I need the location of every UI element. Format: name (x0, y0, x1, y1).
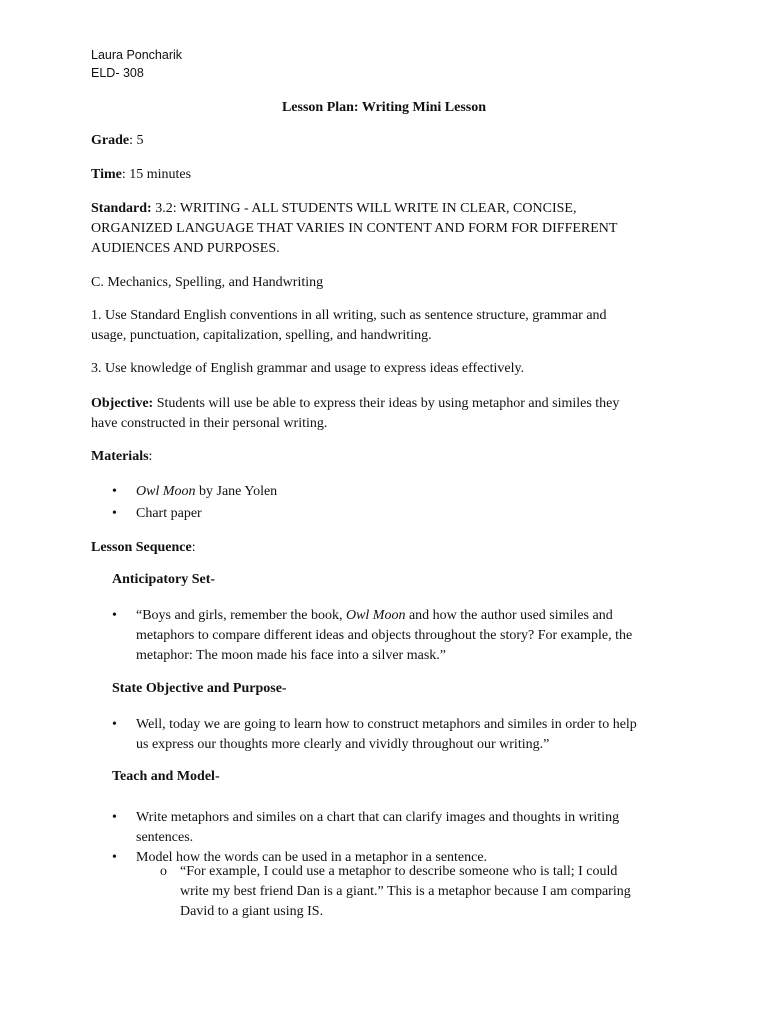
list-item: • Well, today we are going to learn how to construct metaphors and similes in order to help us express our thoughts more clearly and vividly throughout our writing.” (112, 717, 637, 752)
time-label: Time (91, 167, 122, 182)
anticipatory-list (112, 606, 682, 666)
objective-label: Objective: (91, 396, 154, 411)
standard-line-2: ORGANIZED LANGUAGE THAT VARIES IN CONTENT AND FORM FOR DIFFERENT (91, 221, 618, 236)
course-code: ELD- 308 (91, 66, 144, 80)
materials-list (112, 482, 682, 524)
author-name: Laura Poncharik (91, 48, 183, 62)
objective-line-2: have constructed in their personal writing. (91, 416, 328, 431)
objective-line-1 (91, 394, 671, 414)
state-objective-heading: State Objective and Purpose- (112, 681, 287, 696)
standard-section (91, 199, 671, 259)
mechanics-line: C. Mechanics, Spelling, and Handwriting (91, 275, 324, 290)
point-1 (91, 306, 671, 346)
list-item: • Model how the words can be used in a metaphor in a sentence. (112, 848, 682, 868)
page-title: Lesson Plan: Writing Mini Lesson (281, 100, 487, 115)
list-item: • Owl Moon by Jane Yolen (112, 482, 682, 502)
circle-bullet-icon: o (160, 864, 167, 879)
materials-label: Materials (91, 449, 149, 464)
materials-heading: Materials: (91, 449, 153, 464)
list-item: • “Boys and girls, remember the book, Owl Moon and how the author used similes and metaphors to compare different ideas and objects throughout the story? For example, the metaphor: The moon made his face into a silver mask.” (112, 608, 633, 663)
bullet-icon: • (112, 850, 117, 865)
time-line (91, 165, 671, 185)
bullet-icon: • (112, 810, 117, 825)
anticipatory-set-heading: Anticipatory Set- (112, 572, 216, 587)
time-value: : 15 minutes (121, 167, 192, 182)
author-header (91, 46, 671, 82)
bullet-icon: • (112, 717, 117, 732)
book-title: Owl Moon (136, 484, 196, 499)
grade-value: : 5 (129, 133, 144, 148)
standard-line-3: AUDIENCES AND PURPOSES. (91, 241, 280, 256)
point-1-line-1: 1. Use Standard English conventions in all writing, such as sentence structure, grammar and (91, 308, 607, 323)
objective-section (91, 394, 671, 434)
point-1-line-2: usage, punctuation, capitalization, spelling, and handwriting. (91, 328, 432, 343)
list-item: o “For example, I could use a metaphor to describe someone who is tall; I could write my best friend Dan is a giant.” This is a metaphor because I am comparing David to a giant using IS. (160, 864, 631, 919)
list-item: • Chart paper (112, 504, 682, 524)
state-objective-list (112, 715, 682, 755)
lesson-sequence-heading: Lesson Sequence: (91, 540, 196, 555)
point-3: 3. Use knowledge of English grammar and usage to express ideas effectively. (91, 361, 525, 376)
standard-label: Standard: (91, 201, 152, 216)
standard-text-1: 3.2: WRITING - ALL STUDENTS WILL WRITE IN CLEAR, CONCISE, (151, 201, 577, 216)
bullet-icon: • (112, 506, 117, 521)
grade-label: Grade (91, 133, 130, 148)
teach-model-list (112, 808, 682, 868)
objective-text-1: Students will use be able to express their ideas by using metaphor and similes they (153, 396, 620, 411)
teach-model-heading: Teach and Model- (112, 769, 220, 784)
bullet-icon: • (112, 484, 117, 499)
grade-line (91, 131, 671, 151)
list-item: • Write metaphors and similes on a chart that can clarify images and thoughts in writing sentences. (112, 810, 620, 845)
lesson-sequence-label: Lesson Sequence (91, 540, 192, 555)
book-title: Owl Moon (345, 608, 406, 623)
teach-model-sublist (160, 862, 680, 922)
bullet-icon: • (112, 608, 117, 623)
standard-line-1 (91, 199, 671, 219)
